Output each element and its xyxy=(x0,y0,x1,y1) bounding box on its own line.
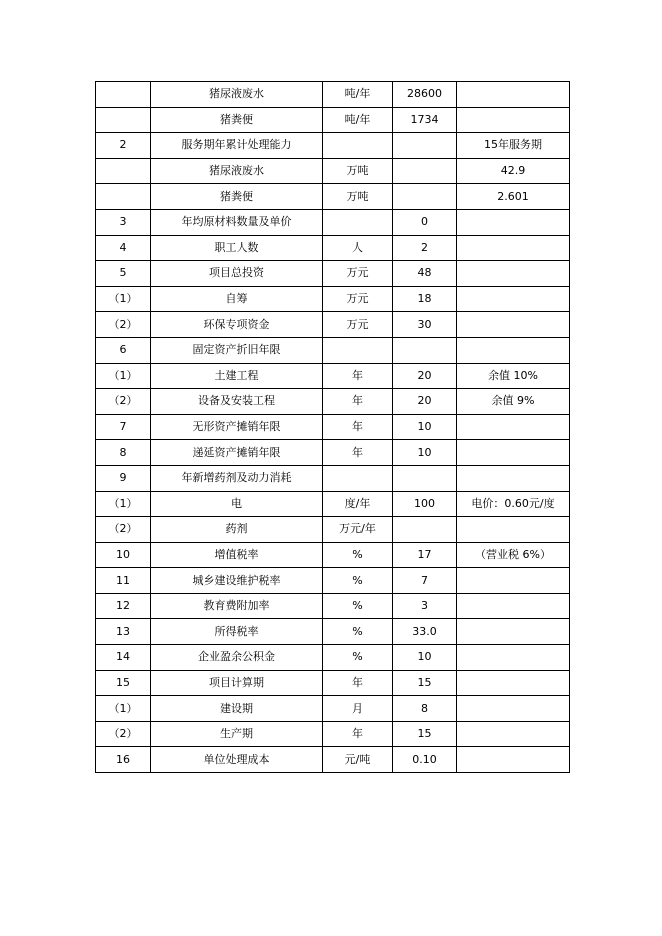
value-cell xyxy=(393,133,457,159)
item-name-cell: 猪粪便 xyxy=(151,184,323,210)
note-cell xyxy=(457,82,570,108)
note-cell xyxy=(457,696,570,722)
note-cell: 15年服务期 xyxy=(457,133,570,159)
note-cell xyxy=(457,568,570,594)
row-number-cell: 14 xyxy=(96,645,151,671)
item-name-cell: 建设期 xyxy=(151,696,323,722)
note-cell xyxy=(457,312,570,338)
unit-cell: 年 xyxy=(323,440,393,466)
value-cell xyxy=(393,517,457,543)
table-row xyxy=(96,312,570,338)
item-name-cell: 递延资产摊销年限 xyxy=(151,440,323,466)
table-row xyxy=(96,235,570,261)
table-row xyxy=(96,389,570,415)
note-cell xyxy=(457,619,570,645)
table-row xyxy=(96,286,570,312)
note-cell xyxy=(457,337,570,363)
table-row xyxy=(96,517,570,543)
unit-cell: 元/吨 xyxy=(323,747,393,773)
unit-cell xyxy=(323,133,393,159)
value-cell: 0 xyxy=(393,209,457,235)
row-number-cell: （1） xyxy=(96,286,151,312)
value-cell: 48 xyxy=(393,261,457,287)
item-name-cell: 服务期年累计处理能力 xyxy=(151,133,323,159)
row-number-cell: 15 xyxy=(96,670,151,696)
note-cell xyxy=(457,209,570,235)
row-number-cell: 4 xyxy=(96,235,151,261)
note-cell xyxy=(457,465,570,491)
value-cell: 15 xyxy=(393,721,457,747)
table-row xyxy=(96,670,570,696)
row-number-cell: 9 xyxy=(96,465,151,491)
unit-cell: 年 xyxy=(323,389,393,415)
table-row xyxy=(96,619,570,645)
unit-cell: % xyxy=(323,542,393,568)
unit-cell: % xyxy=(323,619,393,645)
unit-cell: 万元/年 xyxy=(323,517,393,543)
note-cell: 2.601 xyxy=(457,184,570,210)
unit-cell: 年 xyxy=(323,670,393,696)
parameter-table-body xyxy=(96,82,570,773)
value-cell: 18 xyxy=(393,286,457,312)
table-row xyxy=(96,440,570,466)
item-name-cell: 项目计算期 xyxy=(151,670,323,696)
table-row xyxy=(96,593,570,619)
table-row xyxy=(96,82,570,108)
item-name-cell: 固定资产折旧年限 xyxy=(151,337,323,363)
row-number-cell xyxy=(96,158,151,184)
note-cell xyxy=(457,107,570,133)
note-cell xyxy=(457,235,570,261)
item-name-cell: 自筹 xyxy=(151,286,323,312)
value-cell xyxy=(393,337,457,363)
value-cell: 1734 xyxy=(393,107,457,133)
table-row xyxy=(96,363,570,389)
item-name-cell: 土建工程 xyxy=(151,363,323,389)
item-name-cell: 所得税率 xyxy=(151,619,323,645)
item-name-cell: 猪尿液废水 xyxy=(151,82,323,108)
unit-cell: 万元 xyxy=(323,261,393,287)
row-number-cell: 12 xyxy=(96,593,151,619)
item-name-cell: 环保专项资金 xyxy=(151,312,323,338)
unit-cell: 年 xyxy=(323,363,393,389)
row-number-cell: （2） xyxy=(96,389,151,415)
row-number-cell: （2） xyxy=(96,312,151,338)
note-cell: 42.9 xyxy=(457,158,570,184)
value-cell xyxy=(393,158,457,184)
row-number-cell: （2） xyxy=(96,517,151,543)
row-number-cell: 10 xyxy=(96,542,151,568)
unit-cell xyxy=(323,209,393,235)
table-row xyxy=(96,645,570,671)
unit-cell: 吨/年 xyxy=(323,82,393,108)
item-name-cell: 单位处理成本 xyxy=(151,747,323,773)
unit-cell: 月 xyxy=(323,696,393,722)
note-cell xyxy=(457,670,570,696)
unit-cell: 万吨 xyxy=(323,184,393,210)
item-name-cell: 年新增药剂及动力消耗 xyxy=(151,465,323,491)
value-cell: 10 xyxy=(393,414,457,440)
value-cell: 30 xyxy=(393,312,457,338)
table-row xyxy=(96,133,570,159)
row-number-cell xyxy=(96,184,151,210)
unit-cell: % xyxy=(323,645,393,671)
unit-cell: 年 xyxy=(323,721,393,747)
note-cell xyxy=(457,414,570,440)
note-cell: 电价：0.60元/度 xyxy=(457,491,570,517)
unit-cell: 吨/年 xyxy=(323,107,393,133)
note-cell xyxy=(457,517,570,543)
note-cell: 余值 10% xyxy=(457,363,570,389)
value-cell: 10 xyxy=(393,440,457,466)
item-name-cell: 无形资产摊销年限 xyxy=(151,414,323,440)
row-number-cell xyxy=(96,107,151,133)
row-number-cell: 16 xyxy=(96,747,151,773)
value-cell xyxy=(393,184,457,210)
table-row xyxy=(96,107,570,133)
value-cell: 20 xyxy=(393,389,457,415)
item-name-cell: 药剂 xyxy=(151,517,323,543)
value-cell: 28600 xyxy=(393,82,457,108)
value-cell: 100 xyxy=(393,491,457,517)
note-cell xyxy=(457,593,570,619)
item-name-cell: 企业盈余公积金 xyxy=(151,645,323,671)
parameter-table xyxy=(95,81,570,773)
unit-cell: 年 xyxy=(323,414,393,440)
table-row xyxy=(96,696,570,722)
row-number-cell: 11 xyxy=(96,568,151,594)
table-row xyxy=(96,261,570,287)
unit-cell: 万吨 xyxy=(323,158,393,184)
table-row xyxy=(96,465,570,491)
note-cell xyxy=(457,286,570,312)
value-cell: 17 xyxy=(393,542,457,568)
item-name-cell: 项目总投资 xyxy=(151,261,323,287)
value-cell: 0.10 xyxy=(393,747,457,773)
row-number-cell: 8 xyxy=(96,440,151,466)
row-number-cell xyxy=(96,82,151,108)
unit-cell: 人 xyxy=(323,235,393,261)
value-cell: 33.0 xyxy=(393,619,457,645)
table-row xyxy=(96,491,570,517)
note-cell: 余值 9% xyxy=(457,389,570,415)
item-name-cell: 年均原材料数量及单价 xyxy=(151,209,323,235)
row-number-cell: 13 xyxy=(96,619,151,645)
value-cell: 15 xyxy=(393,670,457,696)
item-name-cell: 增值税率 xyxy=(151,542,323,568)
table-row xyxy=(96,542,570,568)
item-name-cell: 城乡建设维护税率 xyxy=(151,568,323,594)
table-row xyxy=(96,158,570,184)
item-name-cell: 猪粪便 xyxy=(151,107,323,133)
row-number-cell: 2 xyxy=(96,133,151,159)
row-number-cell: 5 xyxy=(96,261,151,287)
value-cell: 20 xyxy=(393,363,457,389)
value-cell: 3 xyxy=(393,593,457,619)
item-name-cell: 教育费附加率 xyxy=(151,593,323,619)
row-number-cell: 7 xyxy=(96,414,151,440)
unit-cell xyxy=(323,337,393,363)
note-cell xyxy=(457,721,570,747)
table-row xyxy=(96,184,570,210)
unit-cell: 万元 xyxy=(323,286,393,312)
table-row xyxy=(96,568,570,594)
unit-cell: 万元 xyxy=(323,312,393,338)
item-name-cell: 设备及安装工程 xyxy=(151,389,323,415)
table-row xyxy=(96,747,570,773)
row-number-cell: 3 xyxy=(96,209,151,235)
table-row xyxy=(96,337,570,363)
value-cell: 7 xyxy=(393,568,457,594)
unit-cell: % xyxy=(323,593,393,619)
item-name-cell: 生产期 xyxy=(151,721,323,747)
row-number-cell: （1） xyxy=(96,491,151,517)
row-number-cell: （1） xyxy=(96,363,151,389)
item-name-cell: 猪尿液废水 xyxy=(151,158,323,184)
note-cell xyxy=(457,261,570,287)
row-number-cell: （2） xyxy=(96,721,151,747)
item-name-cell: 职工人数 xyxy=(151,235,323,261)
item-name-cell: 电 xyxy=(151,491,323,517)
unit-cell xyxy=(323,465,393,491)
row-number-cell: （1） xyxy=(96,696,151,722)
value-cell: 2 xyxy=(393,235,457,261)
table-row xyxy=(96,414,570,440)
note-cell: （营业税 6%） xyxy=(457,542,570,568)
row-number-cell: 6 xyxy=(96,337,151,363)
table-row xyxy=(96,209,570,235)
value-cell: 10 xyxy=(393,645,457,671)
note-cell xyxy=(457,440,570,466)
note-cell xyxy=(457,747,570,773)
unit-cell: % xyxy=(323,568,393,594)
value-cell: 8 xyxy=(393,696,457,722)
value-cell xyxy=(393,465,457,491)
note-cell xyxy=(457,645,570,671)
unit-cell: 度/年 xyxy=(323,491,393,517)
table-row xyxy=(96,721,570,747)
